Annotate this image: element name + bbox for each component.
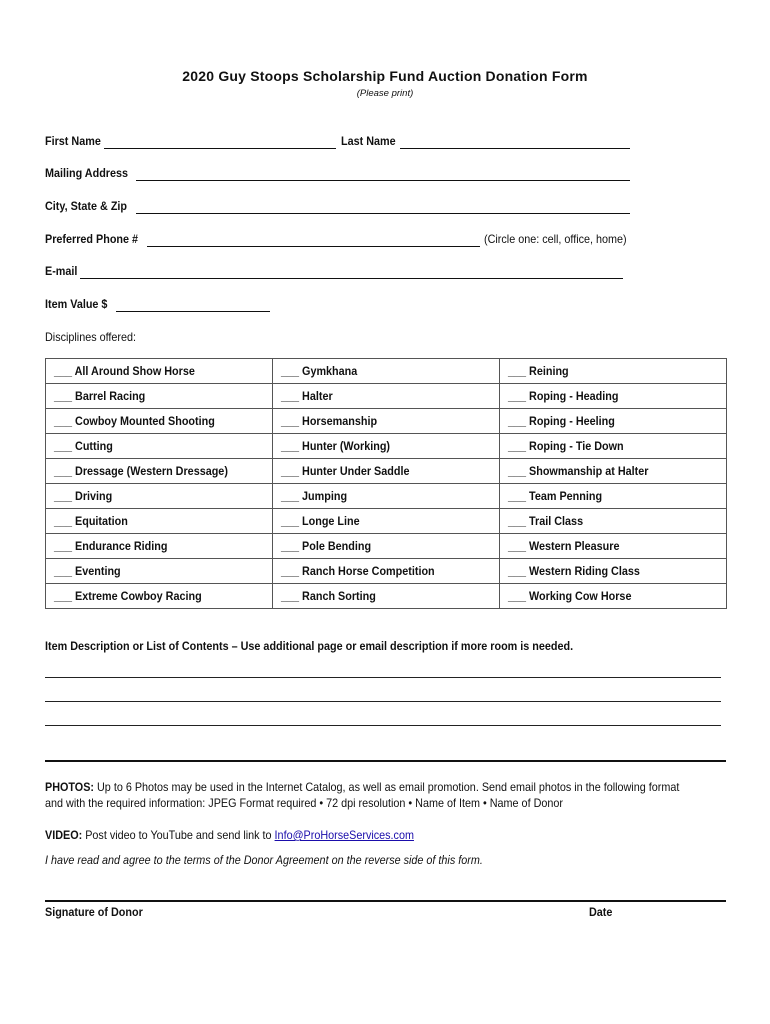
signature-label: Signature of Donor (45, 905, 143, 919)
contact-email-link[interactable]: Info@ProHorseServices.com (274, 828, 414, 842)
discipline-option[interactable] (46, 384, 273, 409)
discipline-label: Team Penning (529, 489, 603, 503)
discipline-checkbox-blank[interactable]: ___ (508, 489, 527, 503)
email-label: E-mail (45, 264, 78, 278)
discipline-option[interactable] (273, 384, 500, 409)
discipline-label: Cowboy Mounted Shooting (75, 414, 215, 428)
photos-paragraph-line1 (45, 780, 679, 794)
discipline-checkbox-blank[interactable]: ___ (281, 489, 300, 503)
discipline-option-text (54, 564, 121, 578)
discipline-option-text (281, 389, 333, 403)
discipline-checkbox-blank[interactable]: ___ (508, 439, 527, 453)
date-label: Date (589, 905, 613, 919)
discipline-option[interactable] (273, 534, 500, 559)
discipline-option[interactable] (46, 434, 273, 459)
discipline-label: Equitation (75, 514, 128, 528)
discipline-option[interactable] (273, 359, 500, 384)
discipline-option-text (508, 489, 602, 503)
first-name-field[interactable] (104, 148, 336, 149)
discipline-option-text (54, 514, 128, 528)
discipline-checkbox-blank[interactable]: ___ (508, 539, 527, 553)
discipline-option-text (54, 489, 112, 503)
discipline-option-text (281, 414, 377, 428)
discipline-option-text (508, 389, 618, 403)
discipline-option[interactable] (500, 384, 727, 409)
discipline-checkbox-blank[interactable]: ___ (54, 389, 73, 403)
discipline-option-text (508, 414, 615, 428)
discipline-row (46, 384, 727, 409)
discipline-option[interactable] (273, 434, 500, 459)
discipline-checkbox-blank[interactable]: ___ (281, 464, 300, 478)
discipline-option[interactable] (500, 534, 727, 559)
discipline-option-text (54, 414, 215, 428)
discipline-checkbox-blank[interactable]: ___ (281, 539, 300, 553)
discipline-label: Ranch Horse Competition (302, 564, 435, 578)
discipline-option-text (281, 489, 347, 503)
discipline-label: Cutting (75, 439, 113, 453)
discipline-option-text (54, 589, 202, 603)
discipline-option-text (281, 439, 390, 453)
video-label: VIDEO: (45, 828, 83, 842)
discipline-label: Longe Line (302, 514, 360, 528)
discipline-option-text (508, 514, 583, 528)
discipline-row (46, 409, 727, 434)
discipline-option[interactable] (46, 459, 273, 484)
description-line-2[interactable] (45, 701, 721, 702)
description-line-4[interactable] (45, 760, 726, 762)
discipline-label: Trail Class (529, 514, 584, 528)
discipline-checkbox-blank[interactable]: ___ (54, 589, 73, 603)
discipline-option-text (281, 464, 409, 478)
form-subtitle: (Please print) (356, 88, 414, 99)
discipline-checkbox-blank[interactable]: ___ (508, 364, 527, 378)
discipline-label: Hunter Under Saddle (302, 464, 410, 478)
photos-label: PHOTOS: (45, 780, 95, 794)
discipline-option-text (281, 539, 371, 553)
discipline-option[interactable] (500, 434, 727, 459)
discipline-option[interactable] (46, 584, 273, 609)
preferred-phone-field[interactable] (147, 246, 480, 247)
discipline-option[interactable] (46, 409, 273, 434)
discipline-label: Gymkhana (302, 364, 358, 378)
discipline-option-text (508, 464, 648, 478)
discipline-checkbox-blank[interactable]: ___ (54, 414, 73, 428)
discipline-row (46, 584, 727, 609)
discipline-label: Working Cow Horse (529, 589, 632, 603)
discipline-checkbox-blank[interactable]: ___ (508, 514, 527, 528)
city-state-zip-label: City, State & Zip (45, 199, 128, 213)
discipline-row (46, 509, 727, 534)
preferred-phone-label: Preferred Phone # (45, 232, 139, 246)
photos-text-1: Up to 6 Photos may be used in the Internet Catalog, as well as email promotion. Send email photos in the following format (94, 780, 680, 794)
discipline-option[interactable] (500, 509, 727, 534)
first-name-label: First Name (45, 134, 101, 148)
discipline-checkbox-blank[interactable]: ___ (54, 539, 73, 553)
discipline-option[interactable] (46, 534, 273, 559)
discipline-checkbox-blank[interactable]: ___ (281, 564, 300, 578)
discipline-option[interactable] (500, 459, 727, 484)
discipline-label: All Around Show Horse (74, 364, 195, 378)
discipline-row (46, 534, 727, 559)
last-name-field[interactable] (400, 148, 630, 149)
discipline-option[interactable] (500, 584, 727, 609)
signature-line[interactable] (45, 900, 726, 902)
city-state-zip-field[interactable] (136, 213, 630, 214)
discipline-checkbox-blank[interactable]: ___ (54, 514, 73, 528)
discipline-row (46, 434, 727, 459)
discipline-label: Western Riding Class (529, 564, 640, 578)
item-value-label: Item Value $ (45, 297, 108, 311)
discipline-option-text (54, 464, 228, 478)
discipline-label: Ranch Sorting (302, 589, 376, 603)
discipline-label: Reining (529, 364, 569, 378)
discipline-label: Showmanship at Halter (529, 464, 649, 478)
discipline-row (46, 559, 727, 584)
discipline-label: Pole Bending (302, 539, 372, 553)
discipline-checkbox-blank[interactable]: ___ (508, 464, 527, 478)
discipline-label: Dressage (Western Dressage) (75, 464, 228, 478)
mailing-address-label: Mailing Address (45, 166, 129, 180)
discipline-label: Roping - Heeling (529, 414, 615, 428)
discipline-checkbox-blank[interactable]: ___ (54, 439, 73, 453)
discipline-option[interactable] (500, 484, 727, 509)
discipline-option[interactable] (500, 559, 727, 584)
discipline-option[interactable] (46, 559, 273, 584)
discipline-checkbox-blank[interactable]: ___ (54, 464, 73, 478)
discipline-label: Barrel Racing (75, 389, 146, 403)
discipline-option-text (281, 364, 357, 378)
email-field[interactable] (80, 278, 623, 279)
discipline-option[interactable] (500, 409, 727, 434)
discipline-checkbox-blank[interactable]: ___ (281, 439, 300, 453)
discipline-option[interactable] (273, 559, 500, 584)
discipline-checkbox-blank[interactable]: ___ (54, 564, 73, 578)
discipline-option-text (508, 439, 624, 453)
discipline-option-text (54, 389, 145, 403)
discipline-checkbox-blank[interactable]: ___ (281, 414, 300, 428)
discipline-label: Extreme Cowboy Racing (75, 589, 202, 603)
discipline-label: Driving (75, 489, 113, 503)
discipline-row (46, 459, 727, 484)
discipline-row (46, 359, 727, 384)
discipline-option-text (281, 589, 376, 603)
discipline-checkbox-blank[interactable]: ___ (508, 414, 527, 428)
discipline-checkbox-blank[interactable]: ___ (54, 364, 73, 378)
discipline-option[interactable] (273, 584, 500, 609)
discipline-option-text (508, 589, 631, 603)
agreement-text: I have read and agree to the terms of the Donor Agreement on the reverse side of this form. (45, 853, 483, 867)
last-name-label: Last Name (341, 134, 396, 148)
discipline-option[interactable] (273, 459, 500, 484)
discipline-label: Eventing (75, 564, 121, 578)
discipline-checkbox-blank[interactable]: ___ (281, 364, 300, 378)
discipline-option[interactable] (46, 484, 273, 509)
form-title: 2020 Guy Stoops Scholarship Fund Auction Donation Form (182, 68, 588, 84)
discipline-option[interactable] (273, 484, 500, 509)
discipline-label: Halter (302, 389, 333, 403)
disciplines-table (45, 358, 727, 609)
discipline-label: Western Pleasure (529, 539, 620, 553)
discipline-option-text (54, 439, 113, 453)
item-description-label: Item Description or List of Contents – Use additional page or email description if more room is needed. (45, 639, 574, 653)
item-value-field[interactable] (116, 311, 270, 312)
discipline-label: Roping - Tie Down (529, 439, 624, 453)
description-line-1[interactable] (45, 677, 721, 678)
discipline-checkbox-blank[interactable]: ___ (281, 389, 300, 403)
discipline-option-text (508, 539, 619, 553)
mailing-address-field[interactable] (136, 180, 630, 181)
discipline-checkbox-blank[interactable]: ___ (508, 589, 527, 603)
discipline-checkbox-blank[interactable]: ___ (54, 489, 73, 503)
discipline-option[interactable] (46, 509, 273, 534)
discipline-label: Roping - Heading (529, 389, 619, 403)
discipline-row (46, 484, 727, 509)
video-text: Post video to YouTube and send link to (82, 828, 275, 842)
discipline-label: Horsemanship (302, 414, 378, 428)
discipline-option[interactable] (273, 509, 500, 534)
discipline-option-text (508, 364, 569, 378)
discipline-option-text (281, 514, 360, 528)
discipline-label: Jumping (302, 489, 348, 503)
discipline-option-text (508, 564, 640, 578)
discipline-option[interactable] (273, 409, 500, 434)
discipline-option-text (281, 564, 435, 578)
photos-text-2: and with the required information: JPEG Format required • 72 dpi resolution • Name of Item • Name of Donor (45, 796, 563, 810)
phone-type-note: (Circle one: cell, office, home) (484, 232, 627, 246)
discipline-checkbox-blank[interactable]: ___ (281, 589, 300, 603)
discipline-option-text (54, 364, 195, 378)
discipline-checkbox-blank[interactable]: ___ (508, 389, 527, 403)
discipline-option-text (54, 539, 167, 553)
discipline-checkbox-blank[interactable]: ___ (281, 514, 300, 528)
description-line-3[interactable] (45, 725, 721, 726)
discipline-option[interactable] (500, 359, 727, 384)
discipline-option[interactable] (46, 359, 273, 384)
discipline-label: Hunter (Working) (302, 439, 391, 453)
discipline-label: Endurance Riding (75, 539, 168, 553)
video-paragraph (45, 828, 414, 842)
discipline-checkbox-blank[interactable]: ___ (508, 564, 527, 578)
disciplines-heading: Disciplines offered: (45, 330, 137, 344)
